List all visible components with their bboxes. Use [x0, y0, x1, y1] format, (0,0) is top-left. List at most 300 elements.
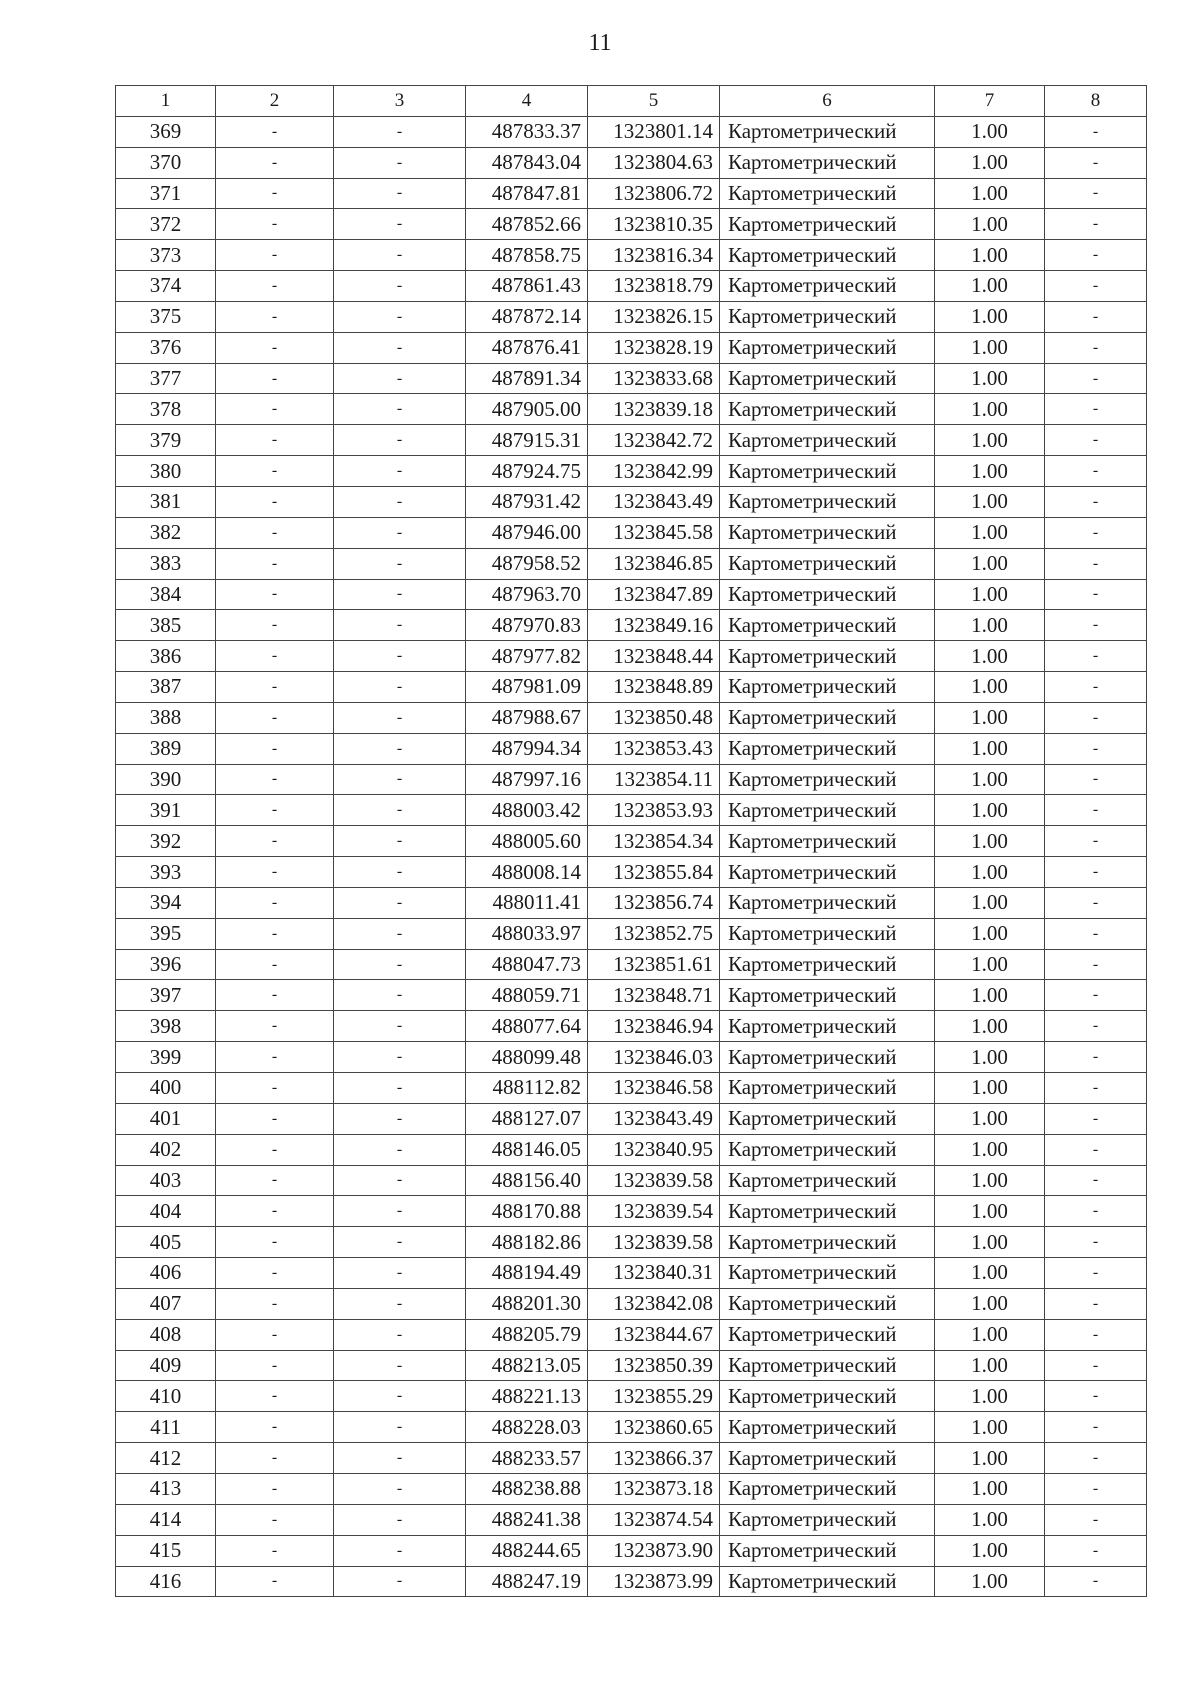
point-number-cell: 398 [116, 1011, 216, 1042]
point-number-cell: 406 [116, 1258, 216, 1289]
page-number: 11 [588, 30, 612, 56]
table-row [116, 1319, 1147, 1350]
y-coordinate-cell: 1323851.61 [588, 949, 720, 980]
point-number-cell: 404 [116, 1196, 216, 1227]
col2-cell: - [216, 672, 334, 703]
method-cell: Картометрический [720, 579, 935, 610]
col3-cell: - [334, 672, 466, 703]
col8-cell: - [1045, 301, 1147, 332]
accuracy-cell: 1.00 [935, 301, 1045, 332]
col8-cell: - [1045, 1473, 1147, 1504]
col8-cell: - [1045, 425, 1147, 456]
x-coordinate-cell: 487833.37 [466, 116, 588, 147]
y-coordinate-cell: 1323848.71 [588, 980, 720, 1011]
column-header: 2 [216, 86, 334, 117]
col3-cell: - [334, 857, 466, 888]
col2-cell: - [216, 857, 334, 888]
x-coordinate-cell: 488146.05 [466, 1134, 588, 1165]
x-coordinate-cell: 488077.64 [466, 1011, 588, 1042]
accuracy-cell: 1.00 [935, 209, 1045, 240]
accuracy-cell: 1.00 [935, 1381, 1045, 1412]
method-cell: Картометрический [720, 949, 935, 980]
col2-cell: - [216, 826, 334, 857]
x-coordinate-cell: 487843.04 [466, 147, 588, 178]
accuracy-cell: 1.00 [935, 1042, 1045, 1073]
accuracy-cell: 1.00 [935, 271, 1045, 302]
y-coordinate-cell: 1323801.14 [588, 116, 720, 147]
table-header-row [116, 86, 1147, 117]
table-row [116, 1042, 1147, 1073]
col3-cell: - [334, 610, 466, 641]
col2-cell: - [216, 579, 334, 610]
col8-cell: - [1045, 1412, 1147, 1443]
accuracy-cell: 1.00 [935, 980, 1045, 1011]
method-cell: Картометрический [720, 918, 935, 949]
table-row [116, 1566, 1147, 1597]
point-number-cell: 412 [116, 1443, 216, 1474]
x-coordinate-cell: 488008.14 [466, 857, 588, 888]
col8-cell: - [1045, 1073, 1147, 1104]
table-row [116, 332, 1147, 363]
col2-cell: - [216, 425, 334, 456]
col3-cell: - [334, 1319, 466, 1350]
x-coordinate-cell: 487872.14 [466, 301, 588, 332]
accuracy-cell: 1.00 [935, 1319, 1045, 1350]
col8-cell: - [1045, 610, 1147, 641]
y-coordinate-cell: 1323853.43 [588, 733, 720, 764]
col2-cell: - [216, 1566, 334, 1597]
table-row [116, 486, 1147, 517]
col8-cell: - [1045, 271, 1147, 302]
y-coordinate-cell: 1323839.18 [588, 394, 720, 425]
col2-cell: - [216, 456, 334, 487]
col8-cell: - [1045, 332, 1147, 363]
col8-cell: - [1045, 147, 1147, 178]
method-cell: Картометрический [720, 394, 935, 425]
point-number-cell: 393 [116, 857, 216, 888]
table-row [116, 1103, 1147, 1134]
y-coordinate-cell: 1323873.99 [588, 1566, 720, 1597]
point-number-cell: 415 [116, 1535, 216, 1566]
point-number-cell: 369 [116, 116, 216, 147]
point-number-cell: 378 [116, 394, 216, 425]
accuracy-cell: 1.00 [935, 857, 1045, 888]
col3-cell: - [334, 1042, 466, 1073]
col3-cell: - [334, 1535, 466, 1566]
col2-cell: - [216, 1258, 334, 1289]
accuracy-cell: 1.00 [935, 579, 1045, 610]
accuracy-cell: 1.00 [935, 1227, 1045, 1258]
table-row [116, 610, 1147, 641]
y-coordinate-cell: 1323850.48 [588, 702, 720, 733]
point-number-cell: 410 [116, 1381, 216, 1412]
point-number-cell: 411 [116, 1412, 216, 1443]
col2-cell: - [216, 733, 334, 764]
col3-cell: - [334, 949, 466, 980]
point-number-cell: 375 [116, 301, 216, 332]
col8-cell: - [1045, 702, 1147, 733]
method-cell: Картометрический [720, 1011, 935, 1042]
col2-cell: - [216, 1042, 334, 1073]
col3-cell: - [334, 764, 466, 795]
col8-cell: - [1045, 1319, 1147, 1350]
table-row [116, 209, 1147, 240]
method-cell: Картометрический [720, 271, 935, 302]
table-row [116, 240, 1147, 271]
col2-cell: - [216, 1412, 334, 1443]
method-cell: Картометрический [720, 1381, 935, 1412]
col3-cell: - [334, 1504, 466, 1535]
table-row [116, 301, 1147, 332]
y-coordinate-cell: 1323849.16 [588, 610, 720, 641]
col3-cell: - [334, 1412, 466, 1443]
table-row [116, 980, 1147, 1011]
col8-cell: - [1045, 672, 1147, 703]
x-coordinate-cell: 488238.88 [466, 1473, 588, 1504]
x-coordinate-cell: 488099.48 [466, 1042, 588, 1073]
point-number-cell: 371 [116, 178, 216, 209]
method-cell: Картометрический [720, 240, 935, 271]
col2-cell: - [216, 949, 334, 980]
col8-cell: - [1045, 1258, 1147, 1289]
col8-cell: - [1045, 1196, 1147, 1227]
y-coordinate-cell: 1323842.99 [588, 456, 720, 487]
col3-cell: - [334, 1134, 466, 1165]
column-header: 1 [116, 86, 216, 117]
accuracy-cell: 1.00 [935, 548, 1045, 579]
col3-cell: - [334, 1103, 466, 1134]
table-row [116, 887, 1147, 918]
x-coordinate-cell: 488205.79 [466, 1319, 588, 1350]
x-coordinate-cell: 488112.82 [466, 1073, 588, 1104]
method-cell: Картометрический [720, 1350, 935, 1381]
point-number-cell: 409 [116, 1350, 216, 1381]
table-row [116, 1196, 1147, 1227]
accuracy-cell: 1.00 [935, 826, 1045, 857]
col2-cell: - [216, 1165, 334, 1196]
point-number-cell: 408 [116, 1319, 216, 1350]
method-cell: Картометрический [720, 301, 935, 332]
col3-cell: - [334, 1443, 466, 1474]
accuracy-cell: 1.00 [935, 610, 1045, 641]
x-coordinate-cell: 488127.07 [466, 1103, 588, 1134]
point-number-cell: 373 [116, 240, 216, 271]
point-number-cell: 380 [116, 456, 216, 487]
col2-cell: - [216, 641, 334, 672]
x-coordinate-cell: 487997.16 [466, 764, 588, 795]
col8-cell: - [1045, 857, 1147, 888]
coordinates-table [115, 85, 1147, 1597]
accuracy-cell: 1.00 [935, 1412, 1045, 1443]
point-number-cell: 391 [116, 795, 216, 826]
y-coordinate-cell: 1323846.58 [588, 1073, 720, 1104]
x-coordinate-cell: 487847.81 [466, 178, 588, 209]
accuracy-cell: 1.00 [935, 1473, 1045, 1504]
method-cell: Картометрический [720, 332, 935, 363]
point-number-cell: 401 [116, 1103, 216, 1134]
col3-cell: - [334, 271, 466, 302]
col2-cell: - [216, 1103, 334, 1134]
col3-cell: - [334, 1011, 466, 1042]
accuracy-cell: 1.00 [935, 1103, 1045, 1134]
accuracy-cell: 1.00 [935, 764, 1045, 795]
table-row [116, 1073, 1147, 1104]
accuracy-cell: 1.00 [935, 702, 1045, 733]
col2-cell: - [216, 301, 334, 332]
col2-cell: - [216, 980, 334, 1011]
col8-cell: - [1045, 1443, 1147, 1474]
point-number-cell: 394 [116, 887, 216, 918]
point-number-cell: 392 [116, 826, 216, 857]
col2-cell: - [216, 764, 334, 795]
col8-cell: - [1045, 764, 1147, 795]
method-cell: Картометрический [720, 826, 935, 857]
accuracy-cell: 1.00 [935, 394, 1045, 425]
col2-cell: - [216, 332, 334, 363]
col3-cell: - [334, 1288, 466, 1319]
col8-cell: - [1045, 1165, 1147, 1196]
col3-cell: - [334, 517, 466, 548]
col8-cell: - [1045, 1227, 1147, 1258]
accuracy-cell: 1.00 [935, 147, 1045, 178]
table-row [116, 116, 1147, 147]
y-coordinate-cell: 1323828.19 [588, 332, 720, 363]
accuracy-cell: 1.00 [935, 425, 1045, 456]
col2-cell: - [216, 1227, 334, 1258]
y-coordinate-cell: 1323848.44 [588, 641, 720, 672]
method-cell: Картометрический [720, 1443, 935, 1474]
col3-cell: - [334, 1566, 466, 1597]
col3-cell: - [334, 579, 466, 610]
point-number-cell: 381 [116, 486, 216, 517]
column-header: 7 [935, 86, 1045, 117]
point-number-cell: 370 [116, 147, 216, 178]
y-coordinate-cell: 1323843.49 [588, 486, 720, 517]
method-cell: Картометрический [720, 1258, 935, 1289]
col3-cell: - [334, 240, 466, 271]
method-cell: Картометрический [720, 1504, 935, 1535]
table-row [116, 456, 1147, 487]
y-coordinate-cell: 1323853.93 [588, 795, 720, 826]
y-coordinate-cell: 1323847.89 [588, 579, 720, 610]
col3-cell: - [334, 1073, 466, 1104]
x-coordinate-cell: 487958.52 [466, 548, 588, 579]
y-coordinate-cell: 1323804.63 [588, 147, 720, 178]
col3-cell: - [334, 918, 466, 949]
method-cell: Картометрический [720, 1227, 935, 1258]
method-cell: Картометрический [720, 980, 935, 1011]
col2-cell: - [216, 1134, 334, 1165]
accuracy-cell: 1.00 [935, 918, 1045, 949]
table-row [116, 1134, 1147, 1165]
x-coordinate-cell: 488182.86 [466, 1227, 588, 1258]
col2-cell: - [216, 702, 334, 733]
x-coordinate-cell: 487963.70 [466, 579, 588, 610]
point-number-cell: 400 [116, 1073, 216, 1104]
point-number-cell: 395 [116, 918, 216, 949]
y-coordinate-cell: 1323839.54 [588, 1196, 720, 1227]
col8-cell: - [1045, 1350, 1147, 1381]
method-cell: Картометрический [720, 795, 935, 826]
x-coordinate-cell: 487981.09 [466, 672, 588, 703]
col2-cell: - [216, 918, 334, 949]
x-coordinate-cell: 488233.57 [466, 1443, 588, 1474]
col2-cell: - [216, 116, 334, 147]
method-cell: Картометрический [720, 1412, 935, 1443]
col8-cell: - [1045, 456, 1147, 487]
method-cell: Картометрический [720, 1134, 935, 1165]
y-coordinate-cell: 1323874.54 [588, 1504, 720, 1535]
col8-cell: - [1045, 918, 1147, 949]
method-cell: Картометрический [720, 1103, 935, 1134]
y-coordinate-cell: 1323846.03 [588, 1042, 720, 1073]
col8-cell: - [1045, 795, 1147, 826]
x-coordinate-cell: 487915.31 [466, 425, 588, 456]
col2-cell: - [216, 1319, 334, 1350]
method-cell: Картометрический [720, 733, 935, 764]
col2-cell: - [216, 517, 334, 548]
accuracy-cell: 1.00 [935, 672, 1045, 703]
col3-cell: - [334, 1473, 466, 1504]
col2-cell: - [216, 240, 334, 271]
col3-cell: - [334, 363, 466, 394]
y-coordinate-cell: 1323855.29 [588, 1381, 720, 1412]
point-number-cell: 387 [116, 672, 216, 703]
method-cell: Картометрический [720, 641, 935, 672]
x-coordinate-cell: 488201.30 [466, 1288, 588, 1319]
y-coordinate-cell: 1323860.65 [588, 1412, 720, 1443]
col8-cell: - [1045, 733, 1147, 764]
x-coordinate-cell: 488059.71 [466, 980, 588, 1011]
method-cell: Картометрический [720, 486, 935, 517]
method-cell: Картометрический [720, 1196, 935, 1227]
point-number-cell: 385 [116, 610, 216, 641]
col8-cell: - [1045, 1288, 1147, 1319]
point-number-cell: 396 [116, 949, 216, 980]
method-cell: Картометрический [720, 887, 935, 918]
col8-cell: - [1045, 209, 1147, 240]
accuracy-cell: 1.00 [935, 1134, 1045, 1165]
col8-cell: - [1045, 579, 1147, 610]
col2-cell: - [216, 209, 334, 240]
accuracy-cell: 1.00 [935, 1350, 1045, 1381]
method-cell: Картометрический [720, 147, 935, 178]
table-row [116, 672, 1147, 703]
accuracy-cell: 1.00 [935, 1566, 1045, 1597]
table-row [116, 1535, 1147, 1566]
accuracy-cell: 1.00 [935, 733, 1045, 764]
accuracy-cell: 1.00 [935, 332, 1045, 363]
x-coordinate-cell: 488241.38 [466, 1504, 588, 1535]
col2-cell: - [216, 1073, 334, 1104]
col2-cell: - [216, 1473, 334, 1504]
col3-cell: - [334, 486, 466, 517]
x-coordinate-cell: 487852.66 [466, 209, 588, 240]
x-coordinate-cell: 487858.75 [466, 240, 588, 271]
point-number-cell: 376 [116, 332, 216, 363]
x-coordinate-cell: 488247.19 [466, 1566, 588, 1597]
column-header: 8 [1045, 86, 1147, 117]
table-row [116, 1258, 1147, 1289]
point-number-cell: 403 [116, 1165, 216, 1196]
point-number-cell: 397 [116, 980, 216, 1011]
col3-cell: - [334, 116, 466, 147]
x-coordinate-cell: 488244.65 [466, 1535, 588, 1566]
x-coordinate-cell: 487861.43 [466, 271, 588, 302]
y-coordinate-cell: 1323852.75 [588, 918, 720, 949]
col8-cell: - [1045, 1381, 1147, 1412]
point-number-cell: 416 [116, 1566, 216, 1597]
table-row [116, 1412, 1147, 1443]
table-row [116, 1381, 1147, 1412]
x-coordinate-cell: 487946.00 [466, 517, 588, 548]
accuracy-cell: 1.00 [935, 1196, 1045, 1227]
col8-cell: - [1045, 486, 1147, 517]
method-cell: Картометрический [720, 1473, 935, 1504]
table-row [116, 949, 1147, 980]
table-row [116, 857, 1147, 888]
col8-cell: - [1045, 641, 1147, 672]
y-coordinate-cell: 1323839.58 [588, 1227, 720, 1258]
x-coordinate-cell: 487905.00 [466, 394, 588, 425]
accuracy-cell: 1.00 [935, 1288, 1045, 1319]
x-coordinate-cell: 488005.60 [466, 826, 588, 857]
table-row [116, 733, 1147, 764]
y-coordinate-cell: 1323810.35 [588, 209, 720, 240]
method-cell: Картометрический [720, 702, 935, 733]
col3-cell: - [334, 301, 466, 332]
col2-cell: - [216, 610, 334, 641]
col8-cell: - [1045, 116, 1147, 147]
col8-cell: - [1045, 517, 1147, 548]
x-coordinate-cell: 487876.41 [466, 332, 588, 363]
point-number-cell: 372 [116, 209, 216, 240]
point-number-cell: 390 [116, 764, 216, 795]
col2-cell: - [216, 486, 334, 517]
y-coordinate-cell: 1323844.67 [588, 1319, 720, 1350]
point-number-cell: 414 [116, 1504, 216, 1535]
point-number-cell: 407 [116, 1288, 216, 1319]
point-number-cell: 379 [116, 425, 216, 456]
table-row [116, 1288, 1147, 1319]
col8-cell: - [1045, 394, 1147, 425]
x-coordinate-cell: 488011.41 [466, 887, 588, 918]
accuracy-cell: 1.00 [935, 240, 1045, 271]
y-coordinate-cell: 1323873.90 [588, 1535, 720, 1566]
method-cell: Картометрический [720, 764, 935, 795]
col2-cell: - [216, 795, 334, 826]
y-coordinate-cell: 1323842.72 [588, 425, 720, 456]
table-body [116, 116, 1147, 1597]
accuracy-cell: 1.00 [935, 1535, 1045, 1566]
col3-cell: - [334, 425, 466, 456]
col2-cell: - [216, 178, 334, 209]
y-coordinate-cell: 1323856.74 [588, 887, 720, 918]
y-coordinate-cell: 1323840.31 [588, 1258, 720, 1289]
x-coordinate-cell: 488213.05 [466, 1350, 588, 1381]
table-row [116, 1350, 1147, 1381]
accuracy-cell: 1.00 [935, 1258, 1045, 1289]
col3-cell: - [334, 456, 466, 487]
method-cell: Картометрический [720, 610, 935, 641]
table-row [116, 918, 1147, 949]
point-number-cell: 405 [116, 1227, 216, 1258]
col3-cell: - [334, 1196, 466, 1227]
y-coordinate-cell: 1323845.58 [588, 517, 720, 548]
column-header: 6 [720, 86, 935, 117]
accuracy-cell: 1.00 [935, 178, 1045, 209]
col3-cell: - [334, 1258, 466, 1289]
